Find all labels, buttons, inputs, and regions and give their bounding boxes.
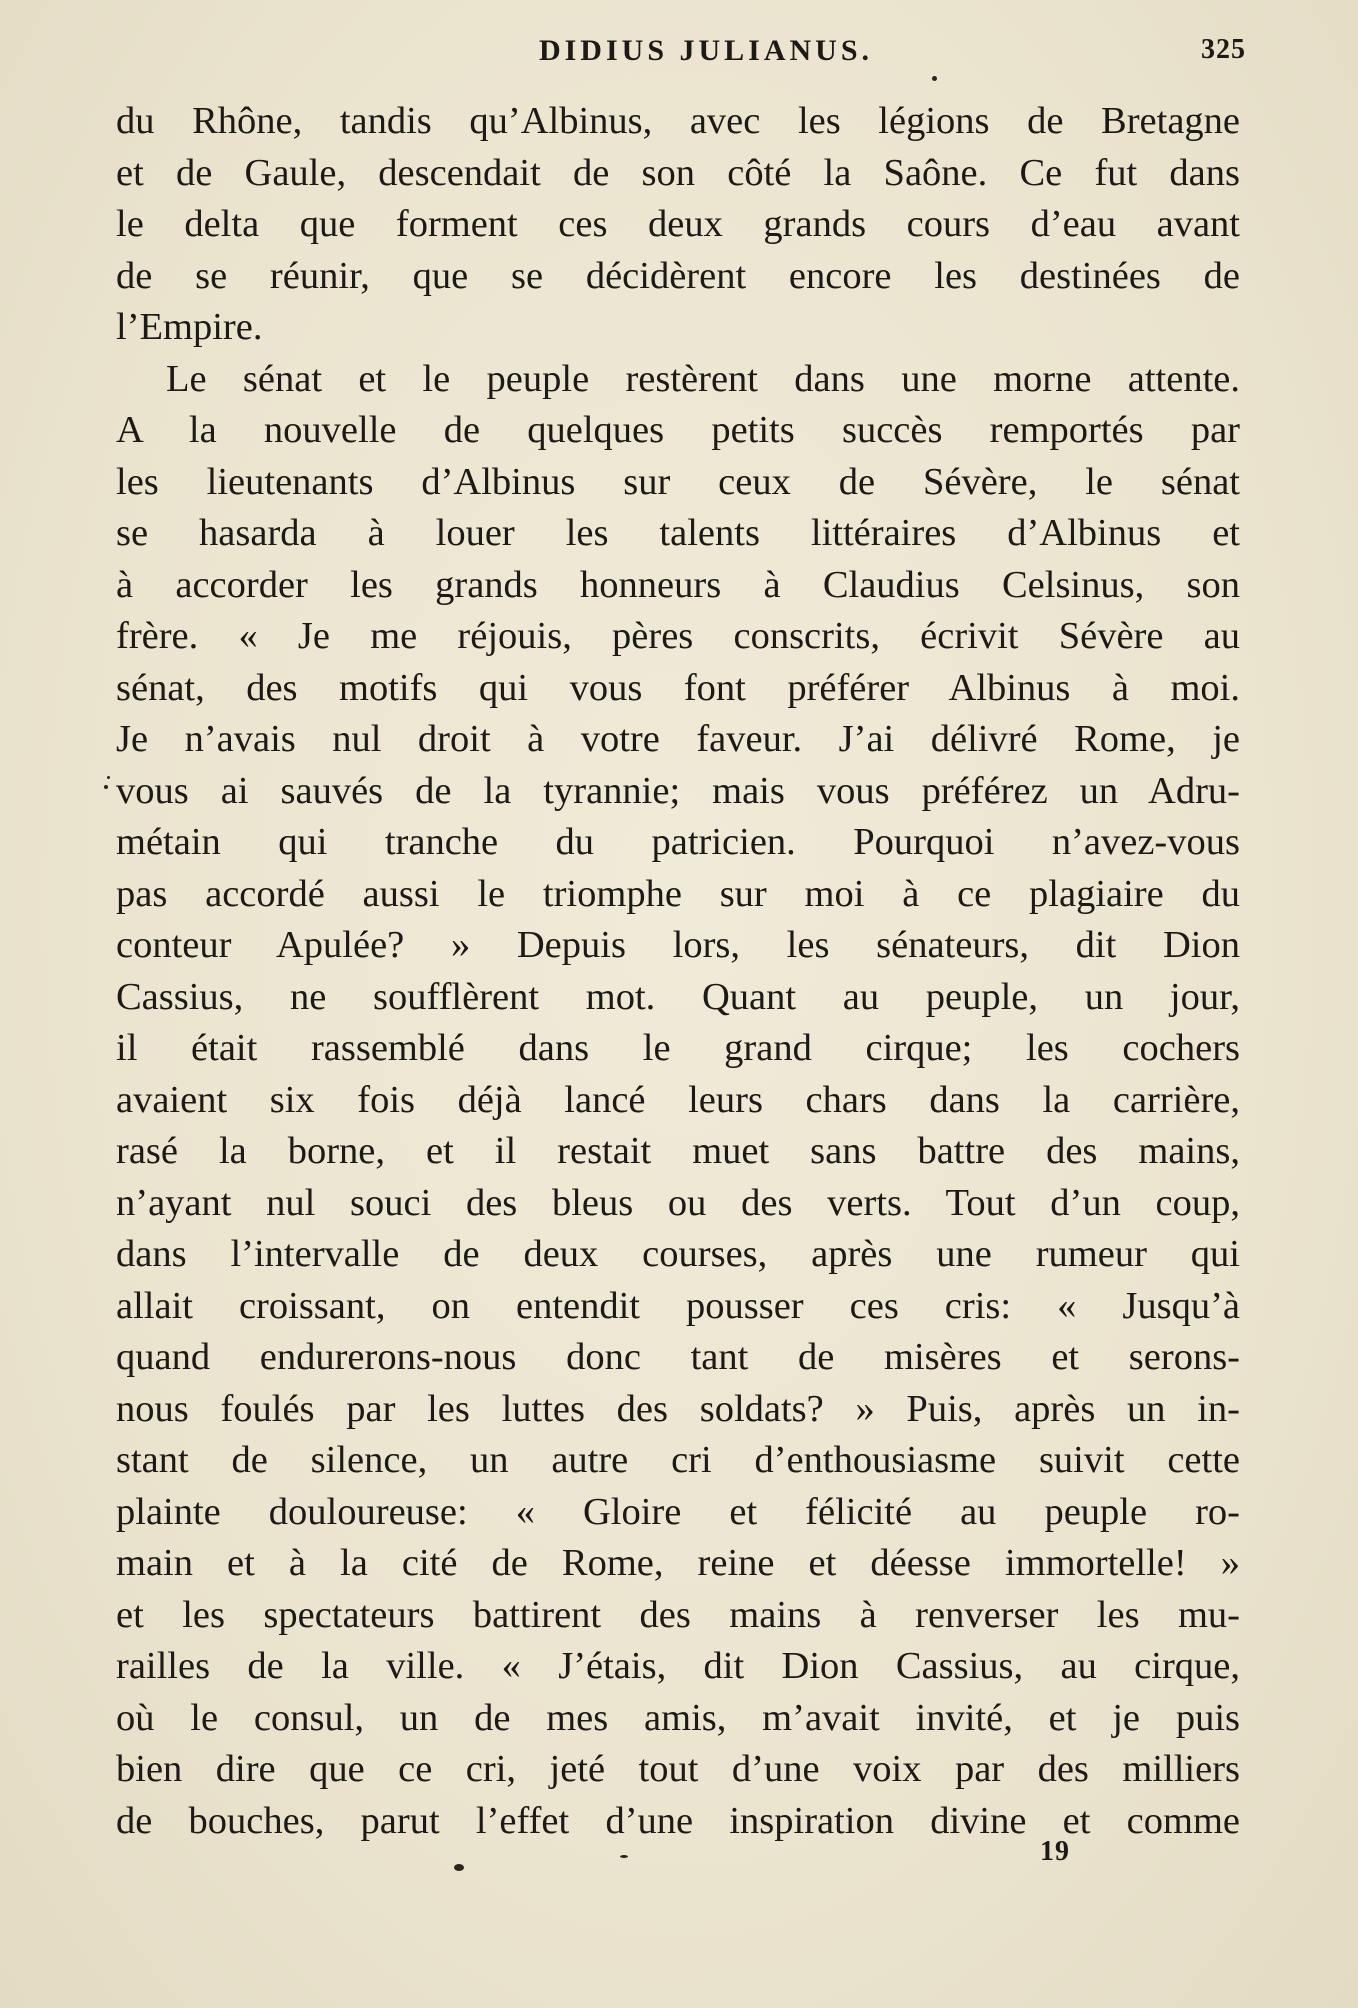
ink-speck — [620, 1855, 628, 1858]
text-line: pas accordé aussi le triomphe sur moi à ce plagiaire du — [116, 872, 1240, 915]
text-line: rasé la borne, et il restait muet sans battre des mains, — [116, 1130, 1240, 1172]
text-line: et de Gaule, descendait de son côté la Saône. Ce fut dans — [116, 151, 1240, 194]
text-line: où le consul, un de mes amis, m’avait invité, et je puis — [116, 1696, 1240, 1739]
text-line: avaient six fois déjà lancé leurs chars dans la carrière, — [116, 1078, 1240, 1121]
text-line: métain qui tranche du patricien. Pourquoi n’avez-vous — [116, 821, 1240, 863]
text-line: plainte douloureuse: « Gloire et félicité au peuple ro- — [116, 1490, 1240, 1533]
text-line: l’Empire. — [116, 306, 263, 348]
text-line: il était rassemblé dans le grand cirque; les cochers — [116, 1027, 1240, 1069]
signature-mark: 19 — [1040, 1836, 1070, 1867]
text-line: Le sénat et le peuple restèrent dans une morne attente. — [166, 357, 1240, 400]
text-line: conteur Apulée? » Depuis lors, les sénateurs, dit Dion — [116, 924, 1240, 966]
ink-speck — [454, 1864, 464, 1871]
text-line: quand endurerons-nous donc tant de misères et serons- — [116, 1336, 1240, 1378]
ink-speck — [107, 776, 110, 779]
text-line: de se réunir, que se décidèrent encore les destinées de — [116, 254, 1240, 297]
text-line: les lieutenants d’Albinus sur ceux de Sévère, le sénat — [116, 460, 1240, 503]
running-title: DIDIUS JULIANUS. — [538, 34, 874, 67]
text-line: nous foulés par les luttes des soldats? » Puis, après un in- — [116, 1387, 1240, 1430]
text-line: bien dire que ce cri, jeté tout d’une voix par des milliers — [116, 1748, 1240, 1790]
text-line: dans l’intervalle de deux courses, après une rumeur qui — [116, 1233, 1240, 1275]
text-line: frère. « Je me réjouis, pères conscrits, écrivit Sévère au — [116, 615, 1240, 657]
ink-speck — [104, 785, 108, 789]
text-line: le delta que forment ces deux grands cours d’eau avant — [116, 203, 1240, 245]
text-line: stant de silence, un autre cri d’enthousiasme suivit cette — [116, 1439, 1240, 1481]
body-text — [116, 96, 1240, 1847]
text-line: de bouches, parut l’effet d’une inspiration divine et comme — [116, 1799, 1240, 1842]
text-line: Je n’avais nul droit à votre faveur. J’ai délivré Rome, je — [116, 718, 1240, 760]
text-line: allait croissant, on entendit pousser ces cris: « Jusqu’à — [116, 1284, 1240, 1327]
page-number: 325 — [1201, 34, 1246, 65]
text-line: sénat, des motifs qui vous font préférer Albinus à moi. — [116, 666, 1240, 709]
text-line: et les spectateurs battirent des mains à renverser les mu- — [116, 1593, 1240, 1636]
text-line: A la nouvelle de quelques petits succès remportés par — [116, 409, 1240, 451]
text-line: main et à la cité de Rome, reine et déesse immortelle! » — [116, 1542, 1240, 1584]
text-line: du Rhône, tandis qu’Albinus, avec les légions de Bretagne — [116, 100, 1240, 142]
ink-speck — [932, 76, 937, 81]
text-line: à accorder les grands honneurs à Claudius Celsinus, son — [116, 563, 1240, 606]
text-line: n’ayant nul souci des bleus ou des verts. Tout d’un coup, — [116, 1181, 1240, 1224]
text-line: railles de la ville. « J’étais, dit Dion Cassius, au cirque, — [116, 1645, 1240, 1687]
text-line: Cassius, ne soufflèrent mot. Quant au peuple, un jour, — [116, 975, 1240, 1018]
running-head — [116, 30, 1246, 80]
text-line: vous ai sauvés de la tyrannie; mais vous préférez un Adru- — [116, 769, 1240, 812]
text-line: se hasarda à louer les talents littéraires d’Albinus et — [116, 512, 1240, 554]
